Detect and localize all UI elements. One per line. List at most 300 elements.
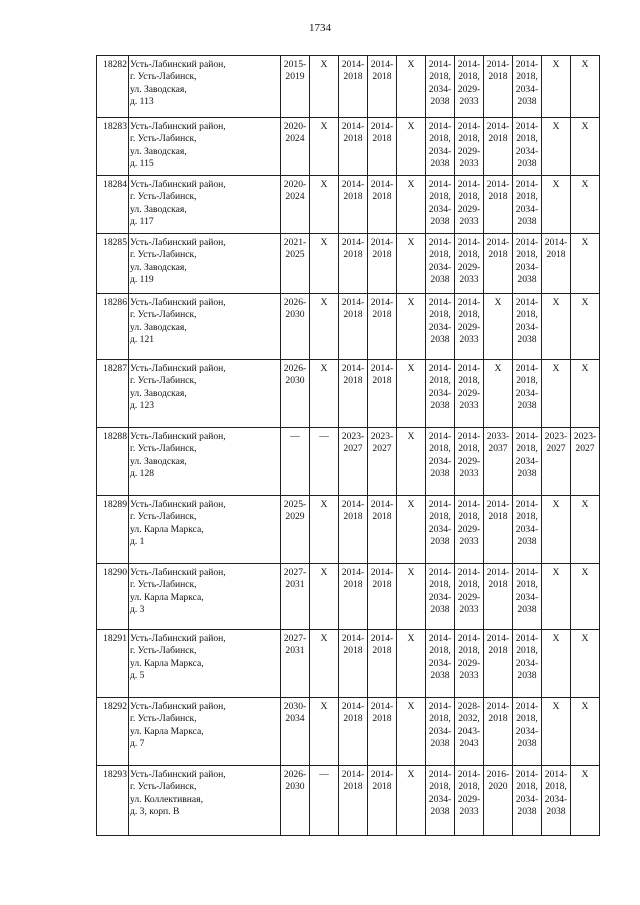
address-line: д. 121 bbox=[130, 334, 155, 346]
page-number: 1734 bbox=[309, 22, 331, 34]
period-cell bbox=[339, 496, 368, 564]
address-line: Усть-Лабинский район, bbox=[130, 567, 226, 578]
period-line: 2038 bbox=[517, 806, 537, 818]
period-line: 2018, bbox=[458, 645, 480, 657]
period-line: 2038 bbox=[517, 738, 537, 750]
period-cell bbox=[484, 360, 513, 428]
address-line: Усть-Лабинский район, bbox=[130, 237, 226, 248]
period-line: Х bbox=[581, 567, 589, 578]
period-line: Х bbox=[581, 499, 589, 510]
period-line: 2018, bbox=[516, 249, 538, 261]
period-line: 2015- bbox=[283, 59, 307, 70]
period-line: Х bbox=[552, 633, 560, 644]
period-cell bbox=[310, 234, 339, 294]
period-line: 2038 bbox=[517, 334, 537, 346]
period-cell bbox=[571, 766, 600, 836]
period-line: 2030 bbox=[285, 781, 305, 793]
period-line: Х bbox=[320, 701, 328, 712]
period-line: 2027 bbox=[575, 443, 595, 455]
period-line: Х bbox=[320, 363, 328, 374]
period-line: Х bbox=[552, 363, 560, 374]
period-line: 2033 bbox=[459, 536, 479, 548]
period-line: Х bbox=[407, 297, 415, 308]
period-line: 2018, bbox=[458, 443, 480, 455]
address-line: ул. Заводская, bbox=[130, 203, 187, 215]
period-cell bbox=[542, 428, 571, 496]
period-line: 2018 bbox=[372, 375, 392, 387]
period-line: 2038 bbox=[517, 158, 537, 170]
period-line: 2018 bbox=[343, 713, 363, 725]
period-line: 2018 bbox=[372, 713, 392, 725]
period-cell bbox=[455, 564, 484, 630]
period-line: 2014- bbox=[515, 237, 539, 248]
address-line: ул. Заводская, bbox=[130, 455, 187, 467]
period-cell bbox=[542, 496, 571, 564]
period-line: 2014- bbox=[457, 59, 481, 70]
period-line: 2014- bbox=[370, 297, 394, 308]
period-line: 2034- bbox=[428, 321, 452, 333]
period-line: 2018 bbox=[343, 579, 363, 591]
period-line: 2018 bbox=[343, 191, 363, 203]
period-cell bbox=[455, 118, 484, 176]
address-line: ул. Коллективная, bbox=[130, 793, 203, 805]
period-line: 2029- bbox=[457, 203, 481, 215]
period-cell bbox=[455, 698, 484, 766]
address-cell bbox=[129, 428, 281, 496]
period-line: 2014- bbox=[370, 179, 394, 190]
period-line: Х bbox=[407, 431, 415, 442]
period-line: 2033- bbox=[486, 431, 510, 442]
period-line: 2034- bbox=[544, 793, 568, 805]
period-line: 2014- bbox=[341, 567, 365, 578]
period-line: Х bbox=[320, 633, 328, 644]
period-cell bbox=[281, 564, 310, 630]
period-line: Х bbox=[320, 237, 328, 248]
period-cell bbox=[281, 428, 310, 496]
period-line: 2018, bbox=[516, 645, 538, 657]
period-line: 2018 bbox=[488, 713, 508, 725]
address-line: д. 1 bbox=[130, 536, 145, 548]
address-line: г. Усть-Лабинск, bbox=[130, 71, 197, 83]
period-line: 2014- bbox=[428, 297, 452, 308]
period-line: 2014- bbox=[515, 179, 539, 190]
period-line: 2038 bbox=[430, 604, 450, 616]
period-line: Х bbox=[320, 59, 328, 70]
period-line: 2014- bbox=[370, 769, 394, 780]
period-line: 2037 bbox=[488, 443, 508, 455]
period-cell bbox=[281, 118, 310, 176]
period-cell bbox=[397, 496, 426, 564]
row-number: 18287 bbox=[97, 360, 129, 428]
address-line: г. Усть-Лабинск, bbox=[130, 511, 197, 523]
period-line: 2014- bbox=[428, 121, 452, 132]
address-line: ул. Заводская, bbox=[130, 261, 187, 273]
period-cell bbox=[455, 176, 484, 234]
row-number: 18291 bbox=[97, 630, 129, 698]
address-cell bbox=[129, 360, 281, 428]
address-line: г. Усть-Лабинск, bbox=[130, 713, 197, 725]
period-line: 2038 bbox=[546, 806, 566, 818]
period-cell bbox=[542, 294, 571, 360]
period-line: 2018 bbox=[546, 249, 566, 261]
address-line: Усть-Лабинский район, bbox=[130, 431, 226, 442]
period-line: 2014- bbox=[457, 633, 481, 644]
row-number: 18283 bbox=[97, 118, 129, 176]
period-cell bbox=[571, 176, 600, 234]
period-line: 2024 bbox=[285, 191, 305, 203]
period-line: 2034- bbox=[515, 523, 539, 535]
period-line: 2018, bbox=[516, 781, 538, 793]
period-line: 2018, bbox=[429, 781, 451, 793]
period-line: Х bbox=[407, 363, 415, 374]
period-line: 2014- bbox=[457, 237, 481, 248]
row-number: 18282 bbox=[97, 56, 129, 118]
period-cell bbox=[339, 360, 368, 428]
period-cell bbox=[426, 294, 455, 360]
period-cell bbox=[513, 234, 542, 294]
period-cell bbox=[513, 698, 542, 766]
period-line: 2018 bbox=[343, 249, 363, 261]
period-line: 2014- bbox=[428, 769, 452, 780]
period-cell bbox=[281, 766, 310, 836]
period-cell bbox=[426, 698, 455, 766]
address-line: г. Усть-Лабинск, bbox=[130, 443, 197, 455]
period-line: Х bbox=[581, 769, 589, 780]
period-line: 2018 bbox=[488, 511, 508, 523]
period-line: 2014- bbox=[515, 567, 539, 578]
period-cell bbox=[339, 428, 368, 496]
period-cell bbox=[455, 428, 484, 496]
period-line: 2031 bbox=[285, 645, 305, 657]
period-line: 2018 bbox=[372, 249, 392, 261]
period-cell bbox=[484, 294, 513, 360]
period-line: 2029- bbox=[457, 261, 481, 273]
period-cell bbox=[281, 630, 310, 698]
period-line: 2030 bbox=[285, 309, 305, 321]
period-line: 2014- bbox=[341, 297, 365, 308]
period-cell bbox=[455, 766, 484, 836]
period-line: 2018 bbox=[488, 133, 508, 145]
period-cell bbox=[542, 56, 571, 118]
period-cell bbox=[310, 496, 339, 564]
period-line: 2014- bbox=[515, 121, 539, 132]
period-cell bbox=[310, 176, 339, 234]
period-line: Х bbox=[581, 633, 589, 644]
address-line: ул. Карла Маркса, bbox=[130, 591, 204, 603]
period-line: 2014- bbox=[341, 499, 365, 510]
period-cell bbox=[542, 564, 571, 630]
address-line: д. 128 bbox=[130, 468, 155, 480]
period-cell bbox=[397, 56, 426, 118]
period-cell bbox=[368, 564, 397, 630]
period-line: Х bbox=[552, 179, 560, 190]
period-line: 2025 bbox=[285, 249, 305, 261]
period-cell bbox=[368, 766, 397, 836]
address-line: ул. Заводская, bbox=[130, 145, 187, 157]
period-line: 2014- bbox=[428, 701, 452, 712]
period-line: 2014- bbox=[486, 499, 510, 510]
period-line: Х bbox=[581, 121, 589, 132]
address-line: г. Усть-Лабинск, bbox=[130, 645, 197, 657]
period-line: 2043 bbox=[459, 738, 479, 750]
period-line: 2014- bbox=[515, 701, 539, 712]
period-line: 2018, bbox=[458, 309, 480, 321]
period-cell bbox=[368, 118, 397, 176]
period-line: Х bbox=[552, 297, 560, 308]
period-line: 2034- bbox=[428, 455, 452, 467]
period-line: 2014- bbox=[341, 769, 365, 780]
period-line: 2018, bbox=[458, 191, 480, 203]
period-line: 2018 bbox=[372, 71, 392, 83]
period-cell bbox=[281, 176, 310, 234]
period-line: 2034- bbox=[515, 725, 539, 737]
table-row bbox=[97, 698, 600, 766]
period-cell bbox=[513, 56, 542, 118]
period-line: 2027- bbox=[283, 567, 307, 578]
period-line: — bbox=[319, 769, 329, 780]
period-cell bbox=[455, 496, 484, 564]
period-line: 2018, bbox=[516, 375, 538, 387]
period-cell bbox=[310, 118, 339, 176]
table-row bbox=[97, 118, 600, 176]
period-cell bbox=[397, 118, 426, 176]
period-line: 2014- bbox=[428, 567, 452, 578]
period-line: 2018, bbox=[516, 443, 538, 455]
period-cell bbox=[484, 176, 513, 234]
period-line: 2018, bbox=[429, 645, 451, 657]
period-cell bbox=[484, 564, 513, 630]
period-line: 2018, bbox=[458, 579, 480, 591]
period-line: 2021- bbox=[283, 237, 307, 248]
period-cell bbox=[571, 118, 600, 176]
period-line: 2014- bbox=[341, 363, 365, 374]
period-line: 2029- bbox=[457, 455, 481, 467]
period-line: 2038 bbox=[517, 536, 537, 548]
period-line: 2034- bbox=[428, 83, 452, 95]
period-line: 2014- bbox=[457, 567, 481, 578]
period-cell bbox=[310, 564, 339, 630]
period-cell bbox=[310, 360, 339, 428]
address-line: ул. Карла Маркса, bbox=[130, 725, 204, 737]
address-line: д. 5 bbox=[130, 670, 145, 682]
period-cell bbox=[339, 176, 368, 234]
period-line: Х bbox=[407, 59, 415, 70]
period-cell bbox=[426, 118, 455, 176]
period-cell bbox=[484, 698, 513, 766]
period-line: 2014- bbox=[370, 567, 394, 578]
table-row bbox=[97, 56, 600, 118]
period-cell bbox=[455, 360, 484, 428]
row-number: 18289 bbox=[97, 496, 129, 564]
row-number: 18293 bbox=[97, 766, 129, 836]
period-line: 2014- bbox=[486, 121, 510, 132]
period-cell bbox=[484, 630, 513, 698]
period-line: Х bbox=[552, 567, 560, 578]
period-line: 2018, bbox=[429, 249, 451, 261]
period-line: 2014- bbox=[457, 179, 481, 190]
period-line: 2014- bbox=[370, 121, 394, 132]
period-cell bbox=[368, 176, 397, 234]
period-cell bbox=[571, 294, 600, 360]
period-cell bbox=[397, 176, 426, 234]
address-line: ул. Заводская, bbox=[130, 387, 187, 399]
period-line: 2038 bbox=[430, 536, 450, 548]
table-row bbox=[97, 360, 600, 428]
period-line: 2024 bbox=[285, 133, 305, 145]
period-line: 2018, bbox=[429, 71, 451, 83]
period-line: Х bbox=[581, 363, 589, 374]
period-cell bbox=[484, 56, 513, 118]
period-line: 2018, bbox=[429, 191, 451, 203]
period-line: Х bbox=[581, 237, 589, 248]
period-line: 2018 bbox=[372, 781, 392, 793]
period-line: 2018, bbox=[429, 375, 451, 387]
period-line: 2018, bbox=[429, 713, 451, 725]
period-cell bbox=[513, 630, 542, 698]
period-cell bbox=[484, 766, 513, 836]
period-line: 2029- bbox=[457, 145, 481, 157]
period-line: 2027 bbox=[546, 443, 566, 455]
period-line: 2034- bbox=[515, 145, 539, 157]
period-line: 2029- bbox=[457, 591, 481, 603]
period-line: 2014- bbox=[544, 237, 568, 248]
period-line: 2029- bbox=[457, 387, 481, 399]
period-line: 2038 bbox=[430, 158, 450, 170]
period-cell bbox=[310, 294, 339, 360]
table-row bbox=[97, 176, 600, 234]
period-line: 2038 bbox=[430, 468, 450, 480]
period-cell bbox=[426, 428, 455, 496]
table-row bbox=[97, 428, 600, 496]
period-line: 2018 bbox=[488, 249, 508, 261]
period-line: 2014- bbox=[515, 297, 539, 308]
period-line: 2033 bbox=[459, 468, 479, 480]
period-line: 2033 bbox=[459, 96, 479, 108]
address-line: Усть-Лабинский район, bbox=[130, 633, 226, 644]
period-line: 2026- bbox=[283, 363, 307, 374]
period-line: 2014- bbox=[515, 363, 539, 374]
period-cell bbox=[397, 234, 426, 294]
period-line: 2018, bbox=[458, 375, 480, 387]
period-cell bbox=[484, 118, 513, 176]
period-line: 2038 bbox=[430, 274, 450, 286]
period-line: 2027- bbox=[283, 633, 307, 644]
registry-table bbox=[96, 55, 600, 836]
period-line: 2025- bbox=[283, 499, 307, 510]
period-line: — bbox=[290, 431, 300, 442]
address-line: г. Усть-Лабинск, bbox=[130, 191, 197, 203]
address-line: Усть-Лабинский район, bbox=[130, 297, 226, 308]
period-cell bbox=[513, 564, 542, 630]
period-line: 2018 bbox=[343, 133, 363, 145]
period-line: 2034- bbox=[515, 321, 539, 333]
period-line: 2038 bbox=[517, 468, 537, 480]
period-line: 2034- bbox=[515, 83, 539, 95]
period-line: 2014- bbox=[486, 237, 510, 248]
table-row bbox=[97, 496, 600, 564]
period-line: 2014- bbox=[486, 567, 510, 578]
period-cell bbox=[339, 698, 368, 766]
period-line: Х bbox=[494, 363, 502, 374]
table-row bbox=[97, 234, 600, 294]
period-line: 2032, bbox=[458, 713, 480, 725]
period-line: 2033 bbox=[459, 216, 479, 228]
period-line: 2014- bbox=[370, 237, 394, 248]
period-line: Х bbox=[581, 297, 589, 308]
address-line: ул. Заводская, bbox=[130, 321, 187, 333]
address-line: г. Усть-Лабинск, bbox=[130, 375, 197, 387]
period-line: 2034- bbox=[515, 261, 539, 273]
period-line: 2034- bbox=[515, 657, 539, 669]
period-line: 2030- bbox=[283, 701, 307, 712]
period-line: 2038 bbox=[517, 96, 537, 108]
period-cell bbox=[281, 360, 310, 428]
period-cell bbox=[397, 564, 426, 630]
period-line: Х bbox=[407, 237, 415, 248]
period-line: 2038 bbox=[430, 670, 450, 682]
address-line: ул. Заводская, bbox=[130, 83, 187, 95]
period-cell bbox=[368, 698, 397, 766]
period-cell bbox=[426, 564, 455, 630]
period-cell bbox=[542, 698, 571, 766]
period-line: Х bbox=[407, 701, 415, 712]
period-line: 2027 bbox=[372, 443, 392, 455]
period-line: 2034- bbox=[428, 203, 452, 215]
period-line: 2038 bbox=[430, 96, 450, 108]
period-line: 2018, bbox=[458, 249, 480, 261]
address-line: д. 3 bbox=[130, 604, 145, 616]
period-cell bbox=[455, 234, 484, 294]
row-number: 18288 bbox=[97, 428, 129, 496]
period-cell bbox=[542, 766, 571, 836]
period-line: 2018 bbox=[343, 309, 363, 321]
address-line: д. 3, корп. В bbox=[130, 806, 180, 818]
period-line: 2014- bbox=[457, 363, 481, 374]
period-cell bbox=[571, 56, 600, 118]
period-line: 2014- bbox=[428, 633, 452, 644]
period-line: 2033 bbox=[459, 334, 479, 346]
period-line: 2023- bbox=[544, 431, 568, 442]
period-cell bbox=[542, 176, 571, 234]
address-line: Усть-Лабинский район, bbox=[130, 499, 226, 510]
period-line: 2018 bbox=[488, 645, 508, 657]
period-cell bbox=[426, 766, 455, 836]
address-line: ул. Карла Маркса, bbox=[130, 657, 204, 669]
address-cell bbox=[129, 564, 281, 630]
table-row bbox=[97, 630, 600, 698]
period-line: 2014- bbox=[428, 499, 452, 510]
period-cell bbox=[542, 630, 571, 698]
period-cell bbox=[426, 496, 455, 564]
address-line: г. Усть-Лабинск, bbox=[130, 133, 197, 145]
period-line: 2014- bbox=[370, 633, 394, 644]
period-line: 2038 bbox=[517, 274, 537, 286]
period-cell bbox=[281, 56, 310, 118]
period-line: 2014- bbox=[428, 179, 452, 190]
period-line: 2014- bbox=[341, 701, 365, 712]
period-line: Х bbox=[320, 297, 328, 308]
period-cell bbox=[455, 56, 484, 118]
period-line: 2014- bbox=[515, 431, 539, 442]
address-cell bbox=[129, 234, 281, 294]
address-line: г. Усть-Лабинск, bbox=[130, 249, 197, 261]
row-number: 18290 bbox=[97, 564, 129, 630]
period-line: 2034- bbox=[515, 455, 539, 467]
period-line: Х bbox=[407, 567, 415, 578]
period-line: 2018, bbox=[516, 191, 538, 203]
period-cell bbox=[310, 428, 339, 496]
period-cell bbox=[455, 294, 484, 360]
